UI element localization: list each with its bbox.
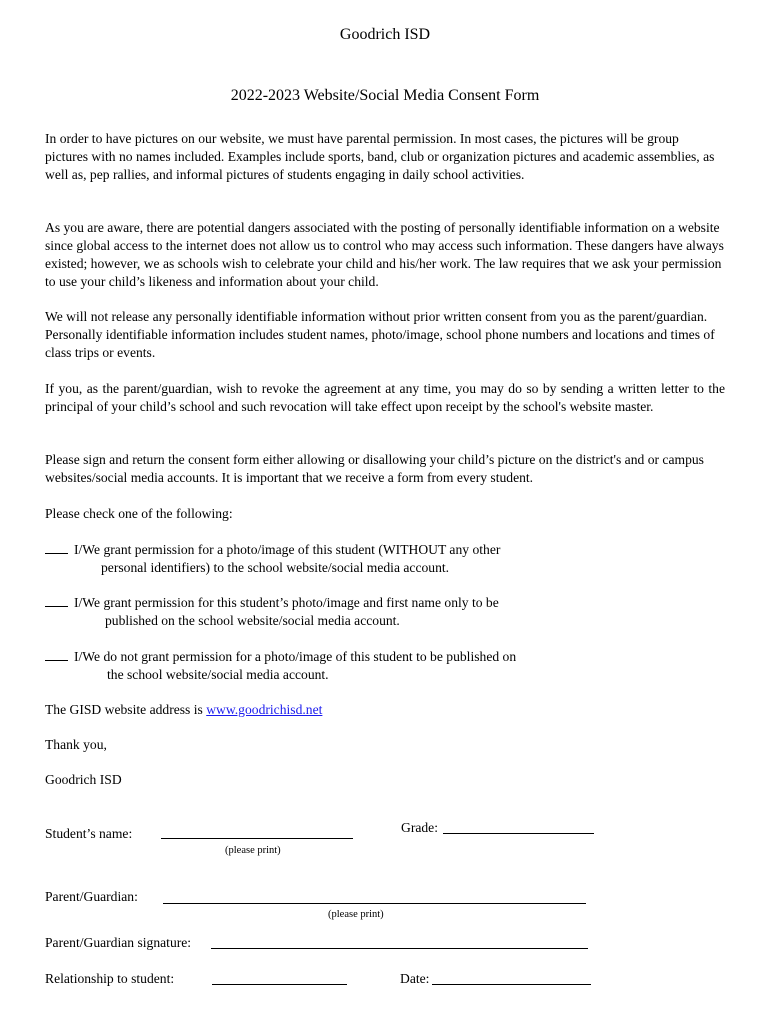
- student-name-label: Student’s name:: [45, 826, 133, 841]
- option-checkbox-line[interactable]: [45, 594, 68, 607]
- relationship-label: Relationship to student:: [45, 971, 175, 986]
- option-text-line1: I/We do not grant permission for a photo/image of this student to be published on: [74, 649, 517, 664]
- option-grant-photo: [45, 541, 500, 577]
- check-prompt: Please check one of the following:: [45, 506, 233, 521]
- signature-field[interactable]: [211, 948, 588, 949]
- please-print-hint: (please print): [225, 845, 281, 856]
- parent-guardian-label: Parent/Guardian:: [45, 889, 138, 904]
- option-checkbox-line[interactable]: [45, 648, 68, 661]
- district-heading: Goodrich ISD: [339, 26, 431, 43]
- option-text-line2: published on the school website/social media account.: [105, 613, 400, 628]
- option-deny: [45, 648, 516, 684]
- signature-label: Parent/Guardian signature:: [45, 935, 192, 950]
- relationship-field[interactable]: [212, 984, 347, 985]
- option-grant-photo-name: [45, 594, 499, 630]
- website-link[interactable]: www.goodrichisd.net: [206, 702, 323, 717]
- grade-field[interactable]: [443, 833, 594, 834]
- signoff: Goodrich ISD: [45, 772, 122, 787]
- parent-guardian-field[interactable]: [163, 903, 586, 904]
- thank-you: Thank you,: [45, 737, 107, 752]
- date-field[interactable]: [432, 984, 591, 985]
- dangers-paragraph: As you are aware, there are potential dangers associated with the posting of personally identifiable information on a website since global access to the internet does not allow us to control who may access such information. These dangers have always existed; however, we as schools wish to celebrate your child and his/her work. The law requires that we ask your permission to use your child’s likeness and information about your child.: [45, 220, 724, 289]
- privacy-paragraph: We will not release any personally identifiable information without prior written consent from you as the parent/guardian. Personally identifiable information includes student names, photo/image, school phone numbers and locations and times of class trips or events.: [45, 309, 715, 360]
- student-name-field[interactable]: [161, 838, 353, 839]
- intro-paragraph: In order to have pictures on our website, we must have parental permission. In most cases, the pictures will be group pictures with no names included. Examples include sports, band, club or organization pictures and academic assemblies, as well as, pep rallies, and informal pictures of students engaging in daily school activities.: [45, 131, 715, 182]
- form-title: 2022-2023 Website/Social Media Consent Form: [230, 87, 540, 104]
- option-text-line2: personal identifiers) to the school website/social media account.: [101, 560, 450, 575]
- option-text-line1: I/We grant permission for a photo/image of this student (WITHOUT any other: [74, 542, 501, 557]
- revoke-paragraph: If you, as the parent/guardian, wish to revoke the agreement at any time, you may do so by sending a written letter to the principal of your child’s school and such revocation will take effect upon receipt by the school's website master.: [45, 381, 725, 414]
- grade-label: Grade:: [401, 820, 438, 835]
- date-label: Date:: [400, 971, 430, 986]
- option-text-line2: the school website/social media account.: [107, 667, 329, 682]
- website-prefix: The GISD website address is: [45, 702, 207, 717]
- website-line: [45, 701, 322, 719]
- please-print-hint: (please print): [328, 909, 384, 920]
- option-checkbox-line[interactable]: [45, 541, 68, 554]
- return-form-paragraph: Please sign and return the consent form either allowing or disallowing your child’s picture on the district's and or campus websites/social media accounts. It is important that we receive a form from every student.: [45, 452, 704, 485]
- option-text-line1: I/We grant permission for this student’s photo/image and first name only to be: [74, 595, 499, 610]
